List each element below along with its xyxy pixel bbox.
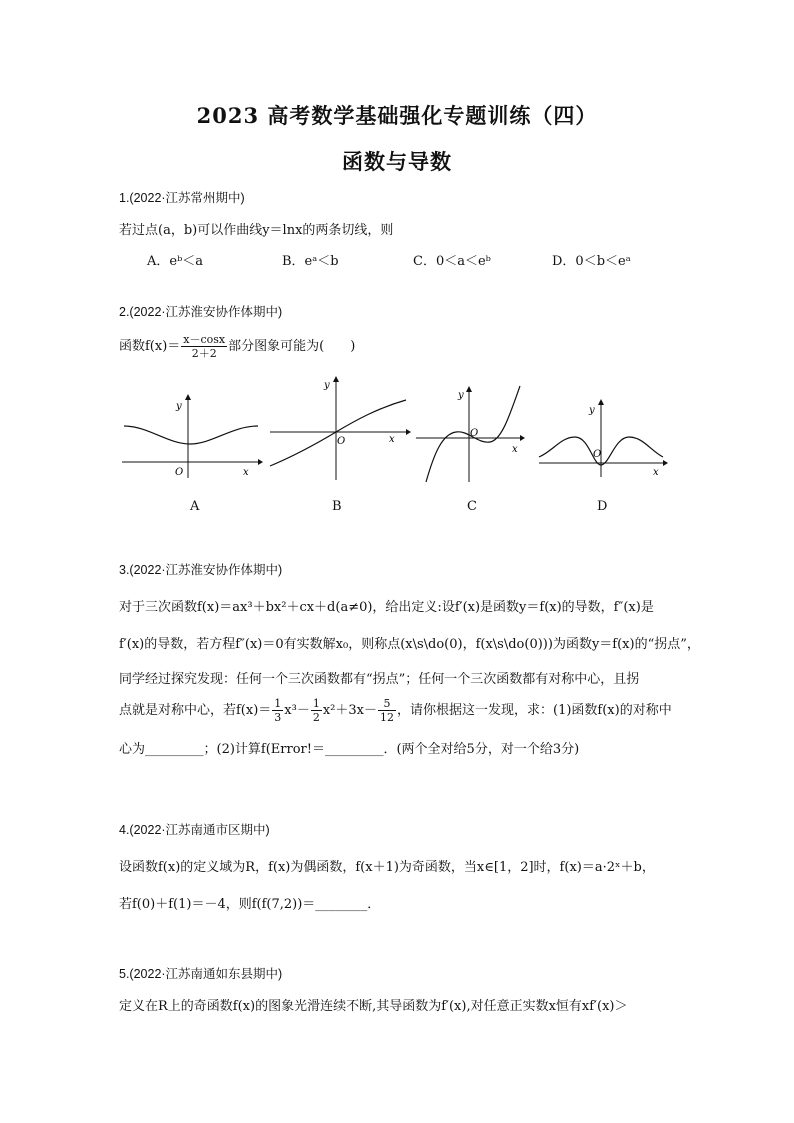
graph-d-y-label: y [589, 405, 595, 416]
graph-b-x-label: x [389, 434, 395, 445]
q3-line4-mid2: x²＋3x－ [322, 703, 377, 718]
graph-a [118, 392, 263, 482]
graph-c-x-arrow [520, 435, 525, 441]
q4-header: 4.(2022·江苏南通市区期中) [119, 823, 270, 837]
graph-d-origin: O [593, 449, 602, 460]
q3-line2: f′(x)的导数，若方程f″(x)＝0有实数解x₀，则称点(x\s\do(0)，f(x\s\do(0)))为函数y＝f(x)的“拐点”， [119, 637, 700, 652]
q5-header: 5.(2022·江苏南通如东县期中) [119, 967, 283, 981]
q2-stem-suffix: 部分图象可能为( ) [228, 339, 356, 354]
q2-frac-den: 2＋2 [191, 347, 217, 360]
graph-a-y-label: y [176, 401, 182, 412]
q2-fraction [181, 333, 227, 360]
graph-d [535, 395, 670, 480]
q4-line1: 设函数f(x)的定义域为R，f(x)为偶函数，f(x＋1)为奇函数，当x∈[1，2]时，f(x)＝a·2ˣ＋b， [119, 860, 655, 875]
q1-option-c: C．0＜a＜eᵇ [413, 254, 491, 269]
graph-b [266, 372, 411, 484]
q1-option-a: A．eᵇ＜a [147, 254, 204, 269]
q2-stem [119, 333, 355, 360]
q3-line4-prefix: 点就是对称中心，若f(x)＝ [119, 703, 272, 718]
q3-line4-mid1: x³－ [284, 703, 310, 718]
q3-frac-1-den: 3 [274, 711, 282, 724]
graph-a-label: A [190, 499, 200, 514]
q1-option-b: B．eᵃ＜b [282, 254, 339, 269]
q2-frac-num: x－cosx [183, 333, 226, 346]
q4-line2: 若f(0)＋f(1)＝－4，则f(f(7,2))＝________． [119, 897, 381, 912]
graph-b-origin: O [337, 436, 346, 447]
q3-frac-1-num: 1 [274, 697, 282, 710]
graph-d-x-label: x [653, 467, 659, 478]
q1-option-d: D．0＜b＜eᵃ [552, 254, 631, 269]
q1-stem: 若过点(a，b)可以作曲线y＝lnx的两条切线，则 [119, 223, 394, 238]
graph-c-y-arrow [466, 386, 472, 392]
graph-d-x-arrow [663, 460, 668, 466]
graph-c-y-label: y [458, 390, 464, 401]
page-title: 2023 高考数学基础强化专题训练（四） [196, 103, 598, 128]
graph-c-origin: O [470, 428, 479, 439]
q3-line1: 对于三次函数f(x)＝ax³＋bx²＋cx＋d(a≠0)，给出定义:设f′(x)是函数y＝f(x)的导数，f″(x)是 [119, 600, 654, 615]
q3-frac-3-den: 12 [380, 711, 394, 724]
graph-b-x-arrow [406, 429, 411, 435]
q3-frac-3-num: 5 [378, 697, 396, 711]
q1-header: 1.(2022·江苏常州期中) [119, 191, 245, 205]
page-subtitle: 函数与导数 [342, 149, 452, 174]
q3-line3: 同学经过探究发现：任何一个三次函数都有“拐点”；任何一个三次函数都有对称中心，且拐 [119, 672, 640, 687]
q3-line4-suffix: ，请你根据这一发现，求：(1)函数f(x)的对称中 [397, 703, 672, 718]
graph-c [412, 382, 527, 485]
q3-line5: 心为_________；(2)计算f(Error!＝_________．(两个全对给5分，对一个给3分) [119, 742, 580, 757]
q3-header: 3.(2022·江苏淮安协作体期中) [119, 563, 283, 577]
graph-b-y-label: y [324, 380, 330, 391]
graph-b-curve [270, 400, 406, 466]
q3-frac-2 [311, 697, 322, 724]
q3-line4 [119, 697, 672, 724]
q3-frac-1 [272, 697, 283, 724]
q5-line1: 定义在R上的奇函数f(x)的图象光滑连续不断,其导函数为f′(x),对任意正实数x恒有xf′(x)＞ [119, 999, 628, 1014]
graph-c-x-label: x [512, 444, 518, 455]
graph-b-label: B [332, 499, 342, 514]
graph-d-y-arrow [598, 399, 604, 405]
q3-frac-2-den: 2 [312, 711, 320, 724]
q2-header: 2.(2022·江苏淮安协作体期中) [119, 305, 283, 319]
graph-c-label: C [467, 499, 477, 514]
graph-b-y-arrow [333, 376, 339, 382]
q3-frac-3 [378, 697, 396, 724]
graph-a-x-label: x [243, 467, 249, 478]
q2-stem-prefix: 函数f(x)＝ [119, 339, 181, 354]
graph-a-curve [124, 426, 258, 444]
graph-a-y-arrow [185, 394, 191, 400]
graph-d-label: D [597, 499, 608, 514]
q3-frac-2-num: 1 [312, 697, 320, 710]
graph-a-origin: O [175, 467, 184, 478]
graph-a-x-arrow [258, 459, 263, 465]
